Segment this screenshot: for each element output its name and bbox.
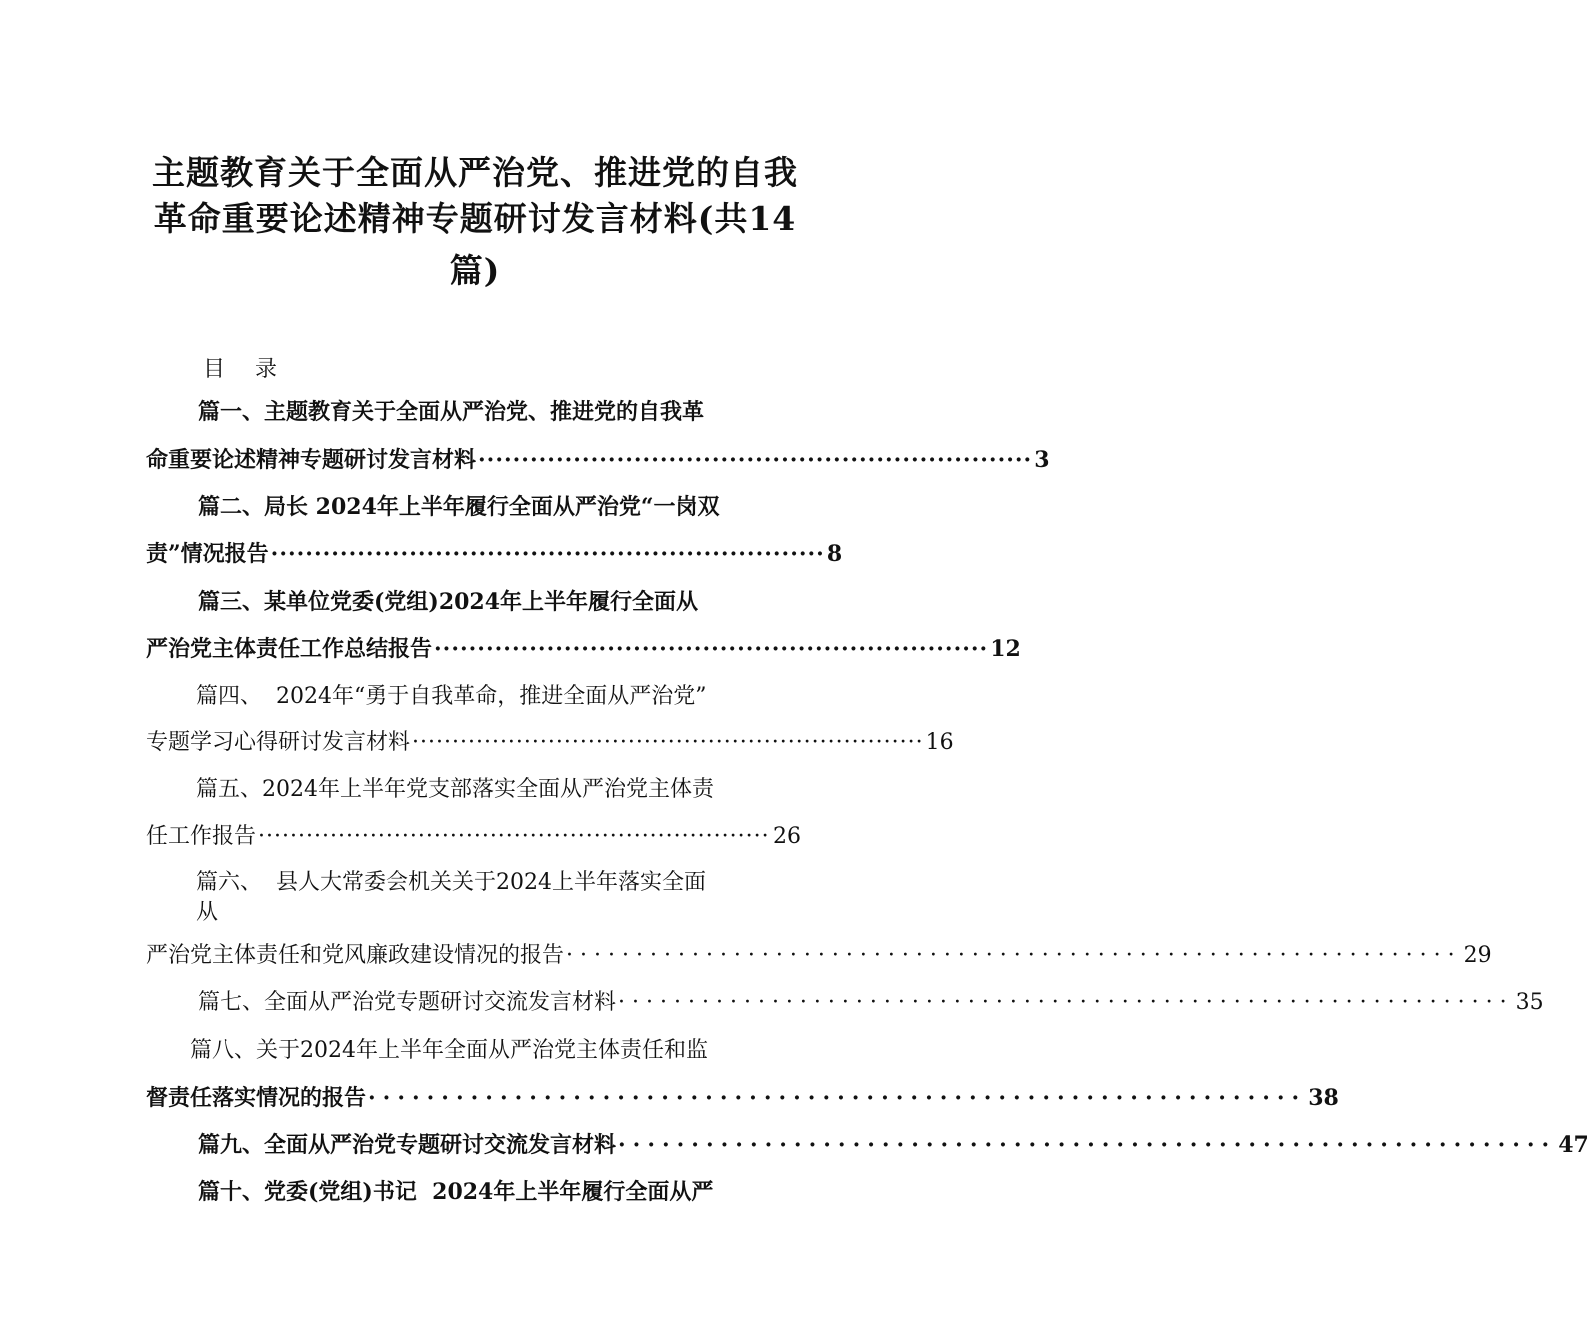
toc-item-1-first-line[interactable]: 篇一、主题教育关于全面从严治党、推进党的自我革	[198, 399, 705, 425]
toc-item-1-page: 3	[1034, 447, 1050, 473]
toc-item-3-page: 12	[990, 636, 1021, 662]
toc-item-2-first-line[interactable]: 篇二、局长 2024年上半年履行全面从严治党“一岗双	[198, 494, 720, 520]
toc-leader-dots: ································································	[434, 636, 989, 662]
toc-item-4-title: 专题学习心得研讨发言材料	[146, 730, 411, 755]
toc-item-3[interactable]	[146, 634, 1021, 664]
toc-leader-dots: ································································	[618, 990, 1514, 1015]
toc-heading: 目录	[203, 357, 308, 382]
toc-item-2-title: 责”情况报告	[146, 541, 269, 567]
toc-item-9-page: 47	[1558, 1132, 1589, 1158]
toc-item-8-first-line[interactable]: 篇八、关于2024年上半年全面从严治党主体责任和监	[190, 1038, 708, 1063]
document-title-line-2: 革命重要论述精神专题研讨发言材料(共14	[153, 199, 797, 238]
toc-item-6-first-line[interactable]: 篇六、 县人大常委会机关关于2024上半年落实全面	[196, 870, 706, 895]
toc-leader-dots: ································································	[412, 730, 924, 755]
toc-item-9-title: 篇九、全面从严治党专题研讨交流发言材料	[198, 1132, 617, 1158]
toc-leader-dots: ································································	[368, 1085, 1307, 1111]
toc-item-2-page: 8	[826, 541, 843, 567]
toc-item-5[interactable]	[146, 822, 801, 852]
toc-item-1-title: 命重要论述精神专题研讨发言材料	[146, 447, 477, 473]
toc-item-5-page: 26	[773, 824, 801, 849]
document-title-line-1: 主题教育关于全面从严治党、推进党的自我	[152, 153, 798, 192]
toc-item-6-page: 29	[1463, 943, 1492, 968]
toc-item-7-title: 篇七、全面从严治党专题研讨交流发言材料	[198, 990, 617, 1015]
toc-item-3-title: 严治党主体责任工作总结报告	[146, 636, 433, 662]
toc-item-4-first-line[interactable]: 篇四、 2024年“勇于自我革命，推进全面从严治党”	[196, 684, 707, 709]
toc-item-1[interactable]	[146, 445, 1050, 475]
toc-item-8-page: 38	[1308, 1085, 1339, 1111]
toc-leader-dots: ································································	[270, 541, 825, 567]
toc-item-8[interactable]	[146, 1083, 1339, 1113]
toc-item-5-first-line[interactable]: 篇五、2024年上半年党支部落实全面从严治党主体责	[196, 777, 714, 802]
toc-item-6-second-line[interactable]: 从	[196, 900, 219, 925]
toc-item-5-title: 任工作报告	[146, 824, 257, 849]
toc-leader-dots: ································································	[258, 824, 770, 849]
toc-leader-dots: ································································	[618, 1132, 1557, 1158]
toc-leader-dots: ································································	[478, 447, 1033, 473]
toc-item-6-title: 严治党主体责任和党风廉政建设情况的报告	[146, 943, 565, 968]
toc-item-9[interactable]	[198, 1130, 1589, 1160]
toc-item-6[interactable]	[146, 941, 1492, 971]
toc-item-7-page: 35	[1515, 990, 1544, 1015]
toc-item-2[interactable]	[146, 539, 843, 569]
toc-item-7[interactable]	[198, 988, 1544, 1018]
toc-item-4-page: 16	[925, 730, 954, 755]
document-title-line-3: 篇)	[449, 251, 501, 290]
toc-item-3-first-line[interactable]: 篇三、某单位党委(党组)2024年上半年履行全面从	[198, 589, 699, 615]
toc-leader-dots: ································································	[566, 943, 1462, 968]
toc-item-8-title: 督责任落实情况的报告	[146, 1085, 367, 1111]
toc-item-10-first-line[interactable]: 篇十、党委(党组)书记 2024年上半年履行全面从严	[198, 1179, 714, 1205]
toc-item-4[interactable]	[146, 728, 954, 758]
